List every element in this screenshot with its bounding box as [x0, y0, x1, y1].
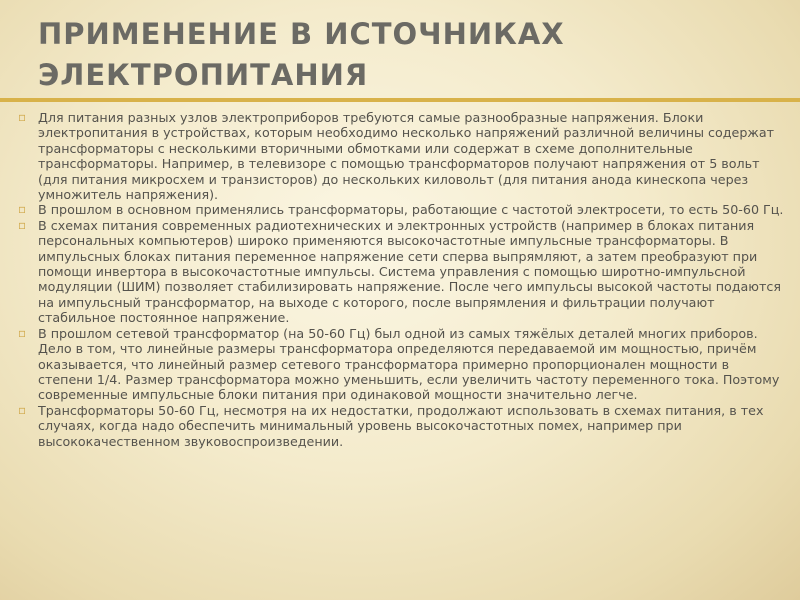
slide-title-line-2: ЭЛЕКТРОПИТАНИЯ — [38, 58, 369, 92]
slide-title-line-1: ПРИМЕНЕНИЕ В ИСТОЧНИКАХ — [38, 17, 565, 51]
paragraph-text: В прошлом сетевой трансформатор (на 50-60 Гц) был одной из самых тяжёлых деталей многих приборов. Дело в том, что линейные размеры трансформатора определяются передаваемой им мощностью, причём оказывается, что линейный размер сетевого трансформатора примерно пропорционален мощности в степени 1/4. Размер трансформатора можно уменьшить, если увеличить частоту переменного тока. Поэтому современные импульсные блоки питания при одинаковой мощности значительно легче. — [38, 325, 780, 403]
title-divider — [0, 98, 800, 102]
slide-title — [38, 14, 778, 96]
bullet-icon: ▫ — [18, 325, 27, 340]
bullet-paragraph — [16, 110, 786, 202]
bullet-paragraph — [16, 403, 786, 449]
bullet-paragraph — [16, 218, 786, 326]
slide-body — [16, 110, 786, 449]
paragraph-text: Для питания разных узлов электроприборов требуются самые разнообразные напряжения. Блоки электропитания в устройствах, которым необходимо несколько напряжений различной величины содержат трансформаторы с несколькими вторичными обмотками или содержат в схеме дополнительные трансформаторы. Например, в телевизоре с помощью трансформаторов получают напряжения от 5 вольт (для питания микросхем и транзисторов) до нескольких киловольт (для питания анода кинескопа через умножитель напряжения). — [38, 110, 775, 203]
bullet-paragraph — [16, 202, 786, 217]
bullet-icon: ▫ — [18, 217, 27, 232]
paragraph-text: В прошлом в основном применялись трансформаторы, работающие с частотой электросети, то есть 50-60 Гц. — [38, 202, 784, 218]
bullet-icon: ▫ — [18, 202, 27, 217]
bullet-icon: ▫ — [18, 402, 27, 417]
paragraph-text: Трансформаторы 50-60 Гц, несмотря на их недостатки, продолжают использовать в схемах питания, в тех случаях, когда надо обеспечить минимальный уровень высокочастотных помех, например при высококачественном звуковоспроизведении. — [38, 402, 764, 449]
paragraph-text: В схемах питания современных радиотехнических и электронных устройств (например в блоках питания персональных компьютеров) широко применяются высокочастотные импульсные трансформаторы. В импульсных блоках питания переменное напряжение сети сперва выпрямляют, а затем преобразуют при помощи инвертора в высокочастотные импульсы. Система управления с помощью широтно-импульсной модуляции (ШИМ) позволяет стабилизировать напряжение. После чего импульсы высокой частоты подаются на импульсный трансформатор, на выходе с которого, после выпрямления и фильтрации получают стабильное постоянное напряжение. — [38, 217, 781, 326]
bullet-paragraph — [16, 326, 786, 403]
bullet-icon: ▫ — [18, 110, 27, 124]
